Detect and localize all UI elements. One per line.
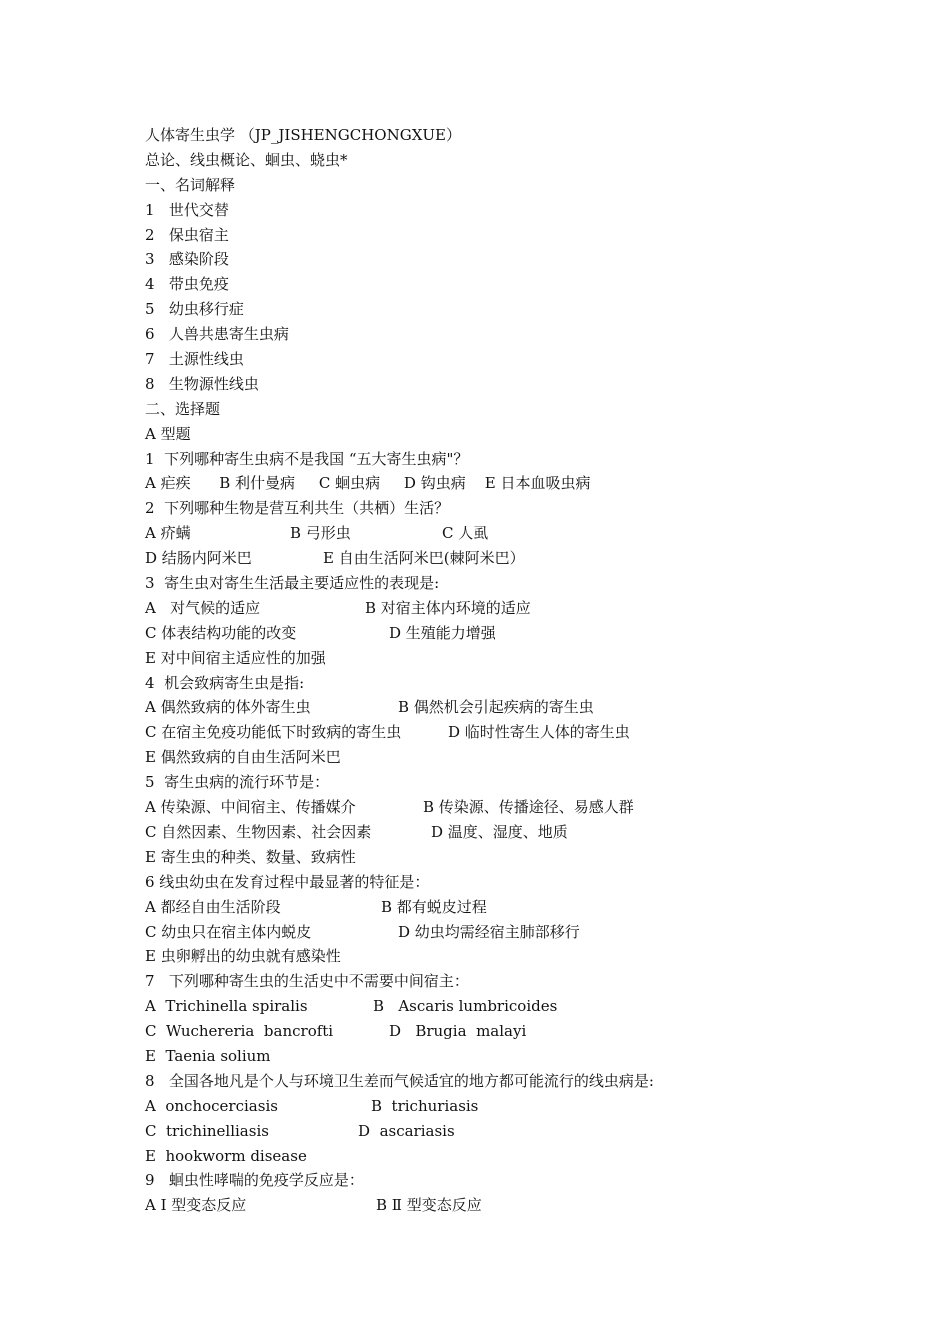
term-item: 4 带虫免疫 [145,275,229,294]
option-d: D 温度、湿度、地质 [431,822,568,841]
option-d: D 结肠内阿米巴 [145,549,252,568]
option-row [145,621,885,646]
option-a: A onchocerciasis [145,1096,278,1115]
option-row [145,895,885,920]
option-c: C 体表结构功能的改变 [145,623,297,642]
option-a: A 都经自由生活阶段 [145,897,281,916]
option-a: A 对气候的适应 [145,598,261,617]
question-stem: 2 下列哪种生物是营互利共生（共栖）生活？ [145,499,450,518]
option-d: D ascariasis [358,1121,455,1140]
option-b: B Ascaris lumbricoides [373,997,558,1016]
option-e: E 寄生虫的种类、数量、致病性 [145,847,356,866]
option-row [145,596,885,621]
option-c: C Wuchereria bancrofti [145,1022,334,1041]
question-type-label: A 型题 [145,424,191,443]
option-b: B 传染源、传播途径、易感人群 [423,798,634,817]
option-d: D 幼虫均需经宿主肺部移行 [398,922,580,941]
option-b: B 都有蜕皮过程 [381,897,487,916]
option-a: A 传染源、中间宿主、传播媒介 [145,798,356,817]
term-item: 1 世代交替 [145,200,229,219]
term-item: 2 保虫宿主 [145,225,229,244]
section-heading-terms: 一、名词解释 [145,175,236,194]
option-row [145,820,885,845]
question-stem: 6 线虫幼虫在发育过程中最显著的特征是： [145,872,430,891]
term-item: 5 幼虫移行症 [145,300,244,319]
option-row [145,795,885,820]
term-item: 7 土源性线虫 [145,350,244,369]
option-e: E Taenia solium [145,1046,271,1065]
option-row [145,1193,885,1218]
option-row [145,1119,885,1144]
term-item: 3 感染阶段 [145,250,229,269]
option-row [145,1094,885,1119]
option-e: E 对中间宿主适应性的加强 [145,648,326,667]
option-b: B 弓形虫 [290,524,351,543]
question-stem: 3 寄生虫对寄生生活最主要适应性的表现是: [145,574,440,593]
option-row [145,695,885,720]
option-d: D 生殖能力增强 [389,623,496,642]
option-b: B 偶然机会引起疾病的寄生虫 [398,698,594,717]
question-stem: 7 下列哪种寄生虫的生活史中不需要中间宿主： [145,972,469,991]
option-e: E 虫卵孵出的幼虫就有感染性 [145,947,341,966]
term-item: 6 人兽共患寄生虫病 [145,325,289,344]
option-c: C 幼虫只在宿主体内蜕皮 [145,922,312,941]
option-row [145,920,885,945]
term-item: 8 生物源性线虫 [145,374,259,393]
question-stem: 9 蛔虫性哮喘的免疫学反应是： [145,1171,364,1190]
option-c: C 人虱 [442,524,489,543]
doc-subtitle: 总论、线虫概论、蛔虫、蛲虫* [145,150,348,169]
option-e: E hookworm disease [145,1146,307,1165]
option-c: C 自然因素、生物因素、社会因素 [145,822,372,841]
option-a: A Trichinella spiralis [145,997,308,1016]
question-stem: 4 机会致病寄生虫是指: [145,673,305,692]
option-e: E 自由生活阿米巴(棘阿米巴） [323,549,525,568]
document-page [145,123,885,1218]
option-a: A Ⅰ 型变态反应 [145,1196,247,1215]
option-c: C trichinelliasis [145,1121,269,1140]
option-row [145,546,885,571]
option-row [145,994,885,1019]
option-a: A 偶然致病的体外寄生虫 [145,698,311,717]
question-stem: 8 全国各地凡是个人与环境卫生差而气候适宜的地方都可能流行的线虫病是: [145,1071,654,1090]
option-c: C 在宿主免疫功能低下时致病的寄生虫 [145,723,402,742]
option-row [145,1019,885,1044]
option-row [145,521,885,546]
doc-title: 人体寄生虫学 （JP_JISHENGCHONGXUE） [145,126,461,144]
option-d: D Brugia malayi [389,1022,527,1041]
option-d: D 临时性寄生人体的寄生虫 [448,723,630,742]
option-b: B Ⅱ 型变态反应 [376,1196,482,1215]
option-b: B trichuriasis [371,1096,479,1115]
question-stem: 5 寄生虫病的流行环节是： [145,773,330,792]
option-e: E 偶然致病的自由生活阿米巴 [145,748,341,767]
option-b: B 对宿主体内环境的适应 [365,598,531,617]
option-a: A 疥螨 [145,524,191,543]
option-row [145,720,885,745]
section-heading-choice: 二、选择题 [145,399,221,418]
question-stem: 1 下列哪种寄生虫病不是我国 “五大寄生虫病"？ [145,449,469,468]
question-options: A 疟疾 B 利什曼病 C 蛔虫病 D 钩虫病 E 日本血吸虫病 [145,474,591,493]
